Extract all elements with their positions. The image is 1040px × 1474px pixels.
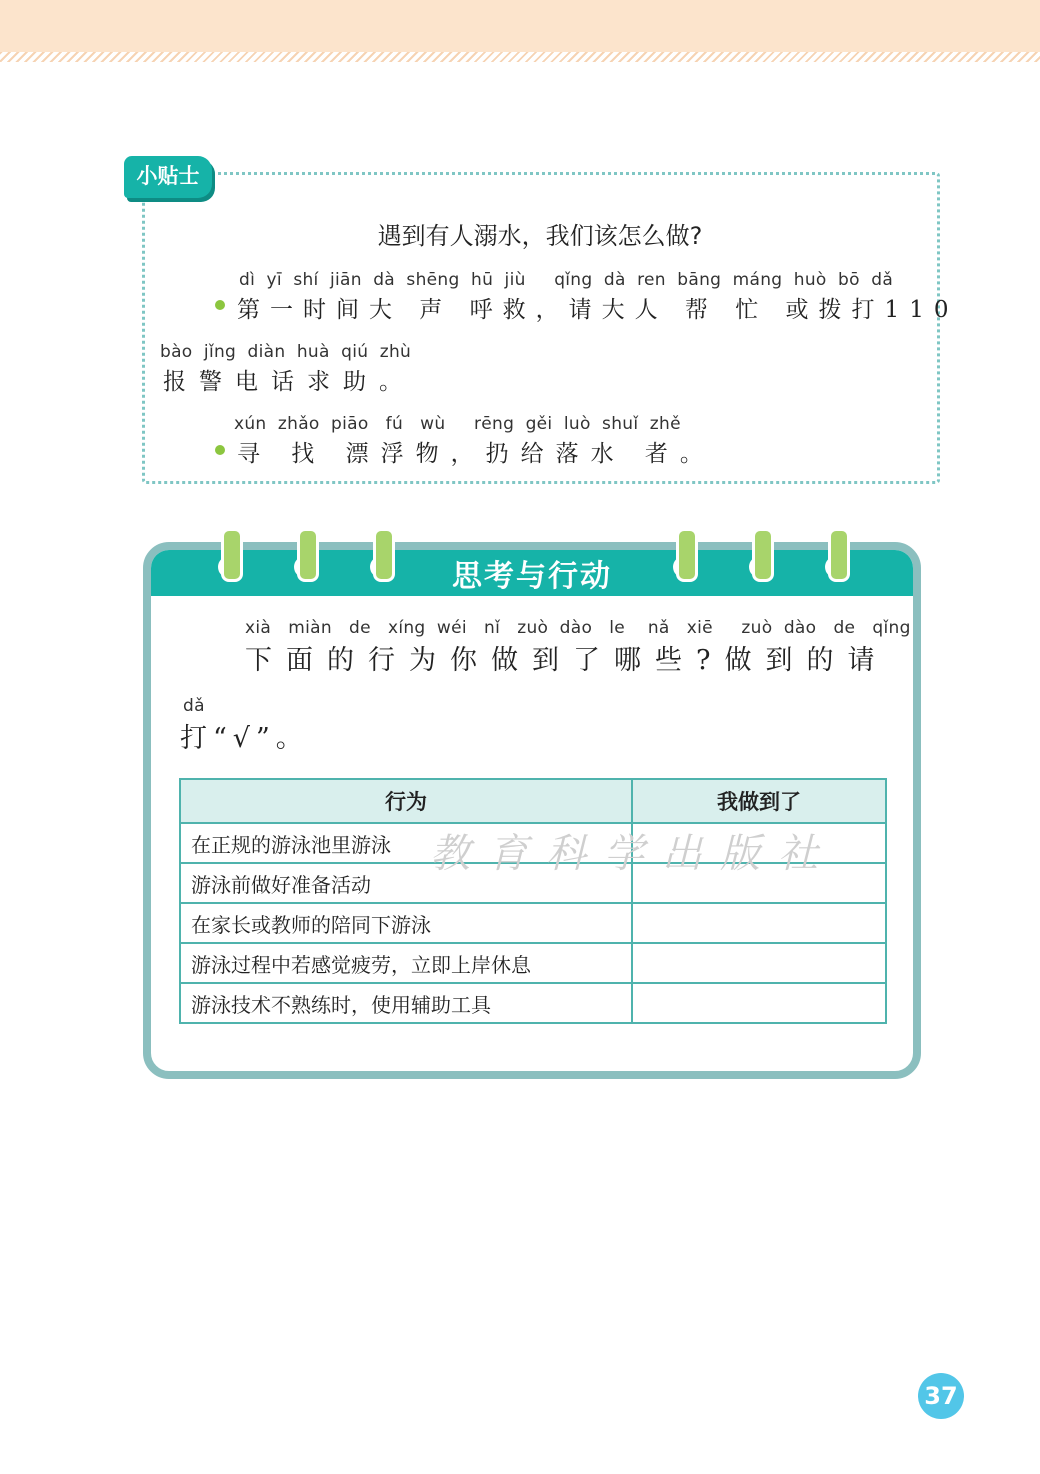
tip1-cont-hanzi: 报警电话求助。 [163,369,415,395]
tip1-hanzi: 第一时间大 声 呼救，请大人 帮 忙 或拨打110 [237,297,959,323]
question-hanzi: 下面的行为你做到了哪些?做到的请 [245,645,889,676]
check-cell[interactable] [632,983,886,1023]
header-done: 我做到了 [632,779,886,823]
question2-hanzi: 打“√”。 [180,723,309,754]
tip1-cont-pinyin: bào jǐng diàn huà qiú zhù [160,342,412,362]
question-pinyin: xià miàn de xíng wéi nǐ zuò dào le nǎ xiē zuò dào de qǐng [245,618,911,638]
bullet-icon [215,445,225,455]
page-number: 37 [918,1373,964,1419]
think-act-title: 思考与行动 [452,559,612,594]
tips-title: 遇到有人溺水，我们该怎么做? [377,222,703,250]
table-row [180,943,886,983]
top-stripe [0,52,1040,62]
behavior-cell: 游泳技术不熟练时，使用辅助工具 [180,983,632,1023]
question2-pinyin: dǎ [183,696,205,716]
behavior-cell: 游泳过程中若感觉疲劳，立即上岸休息 [180,943,632,983]
table-row [180,903,886,943]
bullet-icon [215,300,225,310]
header-behavior: 行为 [180,779,632,823]
behavior-cell: 在家长或教师的陪同下游泳 [180,903,632,943]
behavior-cell: 游泳前做好准备活动 [180,863,632,903]
behavior-table [179,778,887,1024]
check-cell[interactable] [632,903,886,943]
tip1-pinyin: dì yī shí jiān dà shēng hū jiù qǐng dà ren bāng máng huò bō dǎ [239,270,894,290]
table-row [180,983,886,1023]
tips-tag: 小贴士 [124,156,212,198]
top-band [0,0,1040,52]
table-header-row [180,779,886,823]
publisher-watermark: 教育科学出版社 [430,831,836,877]
tip2-pinyin: xún zhǎo piāo fú wù rēng gěi luò shuǐ zhě [234,414,681,434]
tip2-hanzi: 寻 找 漂浮物，扔给落水 者。 [237,441,715,467]
behavior-cell: 在正规的游泳池里游泳 [180,823,632,863]
check-cell[interactable] [632,943,886,983]
